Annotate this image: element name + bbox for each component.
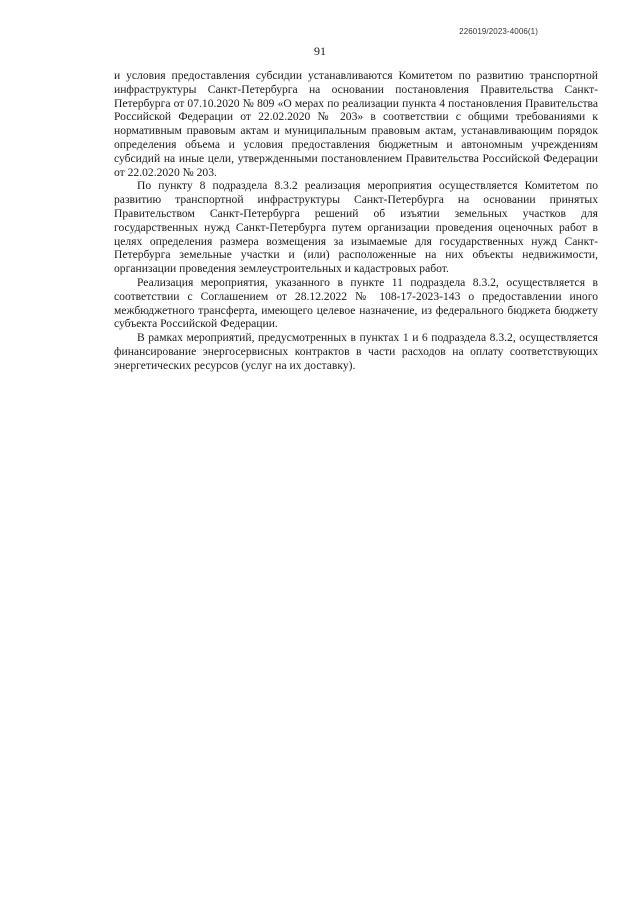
document-id: 226019/2023-4006(1) [459, 27, 538, 36]
paragraph: Реализация мероприятия, указанного в пункте 11 подраздела 8.3.2, осуществляется в соответствии с Соглашением от 28.12.2022 № 108-17-2023-143 о предоставлении иного межбюджетного трансферта, имеющего целевое назначение, из федерального бюджета бюджету субъекта Российской Федерации. [114, 275, 598, 331]
document-body [114, 69, 598, 373]
page-number: 91 [314, 44, 326, 58]
paragraph: и условия предоставления субсидии устанавливаются Комитетом по развитию транспортной инфраструктуры Санкт-Петербурга на основании постановления Правительства Санкт-Петербурга от 07.10.2020 № 809 «О мерах по реализации пункта 4 постановления Правительства Российской Федерации от 22.02.2020 № 203» в соответствии с общими требованиями к нормативным правовым актам и муниципальным правовым актам, устанавливающим порядок определения объема и условия предоставления бюджетным и автономным учреждениям субсидий на иные цели, утвержденными постановлением Правительства Российской Федерации от 22.02.2020 № 203. [114, 69, 598, 179]
paragraph: По пункту 8 подраздела 8.3.2 реализация мероприятия осуществляется Комитетом по развитию транспортной инфраструктуры Санкт-Петербурга на основании принятых Правительством Санкт-Петербурга решений об изъятии земельных участков для государственных нужд Санкт-Петербурга путем организации проведения оценочных работ в целях определения размера возмещения за изымаемые для государственных нужд Санкт-Петербурга земельные участки и (или) расположенные на них объекты недвижимости, организации проведения землеустроительных и кадастровых работ. [114, 179, 598, 276]
paragraph: В рамках мероприятий, предусмотренных в пунктах 1 и 6 подраздела 8.3.2, осуществляется финансирование энергосервисных контрактов в части расходов на оплату соответствующих энергетических ресурсов (услуг на их доставку). [114, 331, 598, 372]
